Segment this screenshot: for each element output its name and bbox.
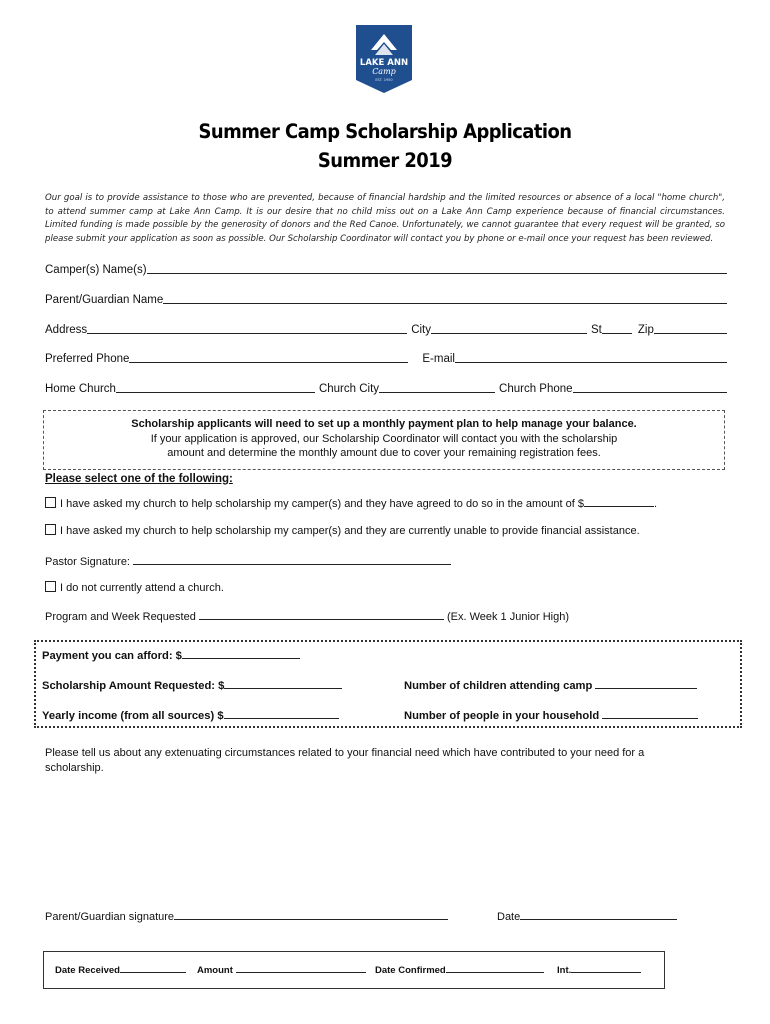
option-church-unable [45,524,640,537]
received-label: Date Received [55,965,120,976]
church-unable-checkbox[interactable] [45,524,56,535]
church-phone-field[interactable] [573,382,727,393]
address-field[interactable] [87,323,407,334]
church-city-label: Church City [318,383,380,395]
children-label: Number of children attending camp [404,680,593,692]
requested-row [42,680,342,692]
phone-field[interactable] [129,352,408,363]
church-agreed-label: I have asked my church to help scholarship my camper(s) and they have agreed to do so in the amount of $ [60,498,585,510]
zip-field[interactable] [654,323,727,334]
received-field[interactable] [120,964,186,973]
confirmed-label: Date Confirmed [375,965,446,976]
household-label: Number of people in your household [404,710,600,722]
office-use-box [43,951,665,989]
campers-label: Camper(s) Name(s) [45,264,147,276]
int-row [557,964,641,976]
income-row [42,710,339,722]
confirmed-field[interactable] [446,964,544,973]
campers-row [45,261,727,276]
no-church-checkbox[interactable] [45,581,56,592]
zip-label: Zip [637,324,654,336]
amount-label: Amount [197,965,233,976]
church-row [45,380,727,395]
svg-text:LAKE ANN: LAKE ANN [359,58,409,68]
children-field[interactable] [595,680,697,689]
date-field[interactable] [520,911,677,920]
address-label: Address [45,324,88,336]
church-agreed-checkbox[interactable] [45,497,56,508]
email-label: E-mail [422,353,455,365]
received-row [55,964,186,976]
program-example: (Ex. Week 1 Junior High) [446,611,570,623]
payment-plan-notice [43,410,725,470]
phone-label: Preferred Phone [45,353,130,365]
church-unable-label: I have asked my church to help scholarship my camper(s) and they are currently unable to provide financial assistance. [60,525,640,537]
afford-label: Payment you can afford: $ [42,650,182,662]
church-city-field[interactable] [379,382,495,393]
children-row [404,680,697,692]
pastor-signature-label: Pastor Signature: [45,556,130,568]
notice-line2: If your application is approved, our Scholarship Coordinator will contact you with the scholarship [150,433,618,445]
campers-field[interactable] [147,263,727,274]
date-row [497,911,677,923]
notice-bold: Scholarship applicants will need to set up a monthly payment plan to help manage your balance. [131,418,637,430]
svg-text:Camp: Camp [372,67,396,76]
household-row [404,710,698,722]
parent-row [45,291,727,306]
parent-signature-field[interactable] [174,911,448,920]
church-phone-label: Church Phone [499,383,573,395]
parent-name-field[interactable] [163,293,727,304]
form-title: Summer Camp Scholarship Application [198,120,572,143]
parent-signature-label: Parent/Guardian signature [45,911,175,923]
int-label: Int. [557,965,572,976]
form-subtitle: Summer 2019 [317,149,453,172]
date-label: Date [497,911,521,923]
household-field[interactable] [602,710,698,719]
church-amount-field[interactable] [584,498,654,507]
pastor-signature-row [45,556,451,568]
notice-line3: amount and determine the monthly amount due to cover your remaining registration fees. [167,447,601,459]
svg-text:EST. 1950: EST. 1950 [375,78,393,82]
income-field[interactable] [224,710,339,719]
phone-row [45,350,727,365]
state-field[interactable] [602,323,632,334]
program-row [45,611,569,623]
int-field[interactable] [571,964,641,973]
requested-label: Scholarship Amount Requested: $ [42,680,225,692]
no-church-label: I do not currently attend a church. [60,582,224,594]
option-church-agreed [45,497,657,510]
city-label: City [411,324,431,336]
parent-label: Parent/Guardian Name [45,294,164,306]
pastor-signature-field[interactable] [133,556,451,565]
city-field[interactable] [431,323,587,334]
circumstances-answer-area[interactable] [45,780,725,900]
option1-end: . [654,498,658,510]
income-label: Yearly income (from all sources) $ [42,710,224,722]
home-church-field[interactable] [116,382,315,393]
afford-row [42,650,300,662]
amount-row [197,964,366,976]
program-field[interactable] [199,611,444,620]
program-label: Program and Week Requested [45,611,196,623]
finance-box [34,640,742,728]
address-row [45,321,727,336]
option-no-church [45,581,224,594]
email-field[interactable] [455,352,727,363]
parent-signature-row [45,911,448,923]
home-church-label: Home Church [45,383,116,395]
select-heading: Please select one of the following: [45,473,233,485]
intro-paragraph: Our goal is to provide assistance to those who are prevented, because of financial hardship and the limited resources or absence of a local "home church", to attend summer camp at Lake Ann Camp. It is our desire that no child miss out on a Lake Ann Camp experience because of financial circumstances. Limited funding is made possible by the generosity of donors and the Red Canoe. Unfortunately, we cannot guarantee that every request will be granted, so please submit your application as soon as possible. Our Scholarship Coordinator will contact you by phone or e-mail once your request has been reviewed. [45,193,725,244]
state-label: St [591,324,602,336]
afford-field[interactable] [182,650,300,659]
confirmed-row [375,964,544,976]
requested-field[interactable] [224,680,342,689]
lake-ann-camp-logo [355,24,413,94]
amount-field[interactable] [236,964,366,973]
circumstances-prompt: Please tell us about any extenuating circumstances related to your financial need which have contributed to your need for a scholarship. [45,747,645,774]
